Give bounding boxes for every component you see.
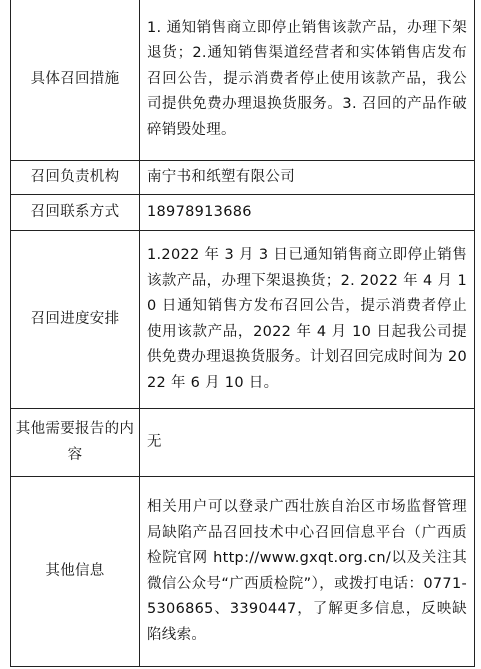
table-row: [11, 161, 475, 195]
row-label-responsible-org: 召回负责机构: [11, 161, 140, 195]
recall-info-table: [10, 0, 475, 667]
table-row: [11, 231, 475, 409]
row-value-other-info: 相关用户可以登录广西壮族自治区市场监督管理局缺陷产品召回技术中心召回信息平台（广西质检院官网 http://www.gxqt.org.cn/以及关注其微信公众号“广西质检院”），或拨打电话：0771-5306865、3390447，了解更多信息，反映缺陷线索。: [140, 477, 475, 667]
row-value-schedule: 1.2022 年 3 月 3 日已通知销售商立即停止销售该款产品，办理下架退换货；2. 2022 年 4 月 10 日通知销售方发布召回公告，提示消费者停止使用该款产品，2022 年 4 月 10 日起我公司提供免费办理退换货服务。计划召回完成时间为 2022 年 6 月 10 日。: [140, 231, 475, 409]
table-row: [11, 0, 475, 161]
row-value-responsible-org: 南宁书和纸塑有限公司: [140, 161, 475, 195]
row-label-contact: 召回联系方式: [11, 195, 140, 231]
row-value-other-report: 无: [140, 409, 475, 477]
row-value-contact: 18978913686: [140, 195, 475, 231]
table-row: [11, 195, 475, 231]
table-row: [11, 409, 475, 477]
row-label-schedule: 召回进度安排: [11, 231, 140, 409]
row-label-measures: 具体召回措施: [11, 0, 140, 161]
row-value-measures: 1. 通知销售商立即停止销售该款产品，办理下架退货；2.通知销售渠道经营者和实体销售店发布召回公告，提示消费者停止使用该款产品，我公司提供免费办理退换货服务。3. 召回的产品作破碎销毁处理。: [140, 0, 475, 161]
table-row: [11, 477, 475, 667]
row-label-other-info: 其他信息: [11, 477, 140, 667]
row-label-other-report: 其他需要报告的内容: [11, 409, 140, 477]
